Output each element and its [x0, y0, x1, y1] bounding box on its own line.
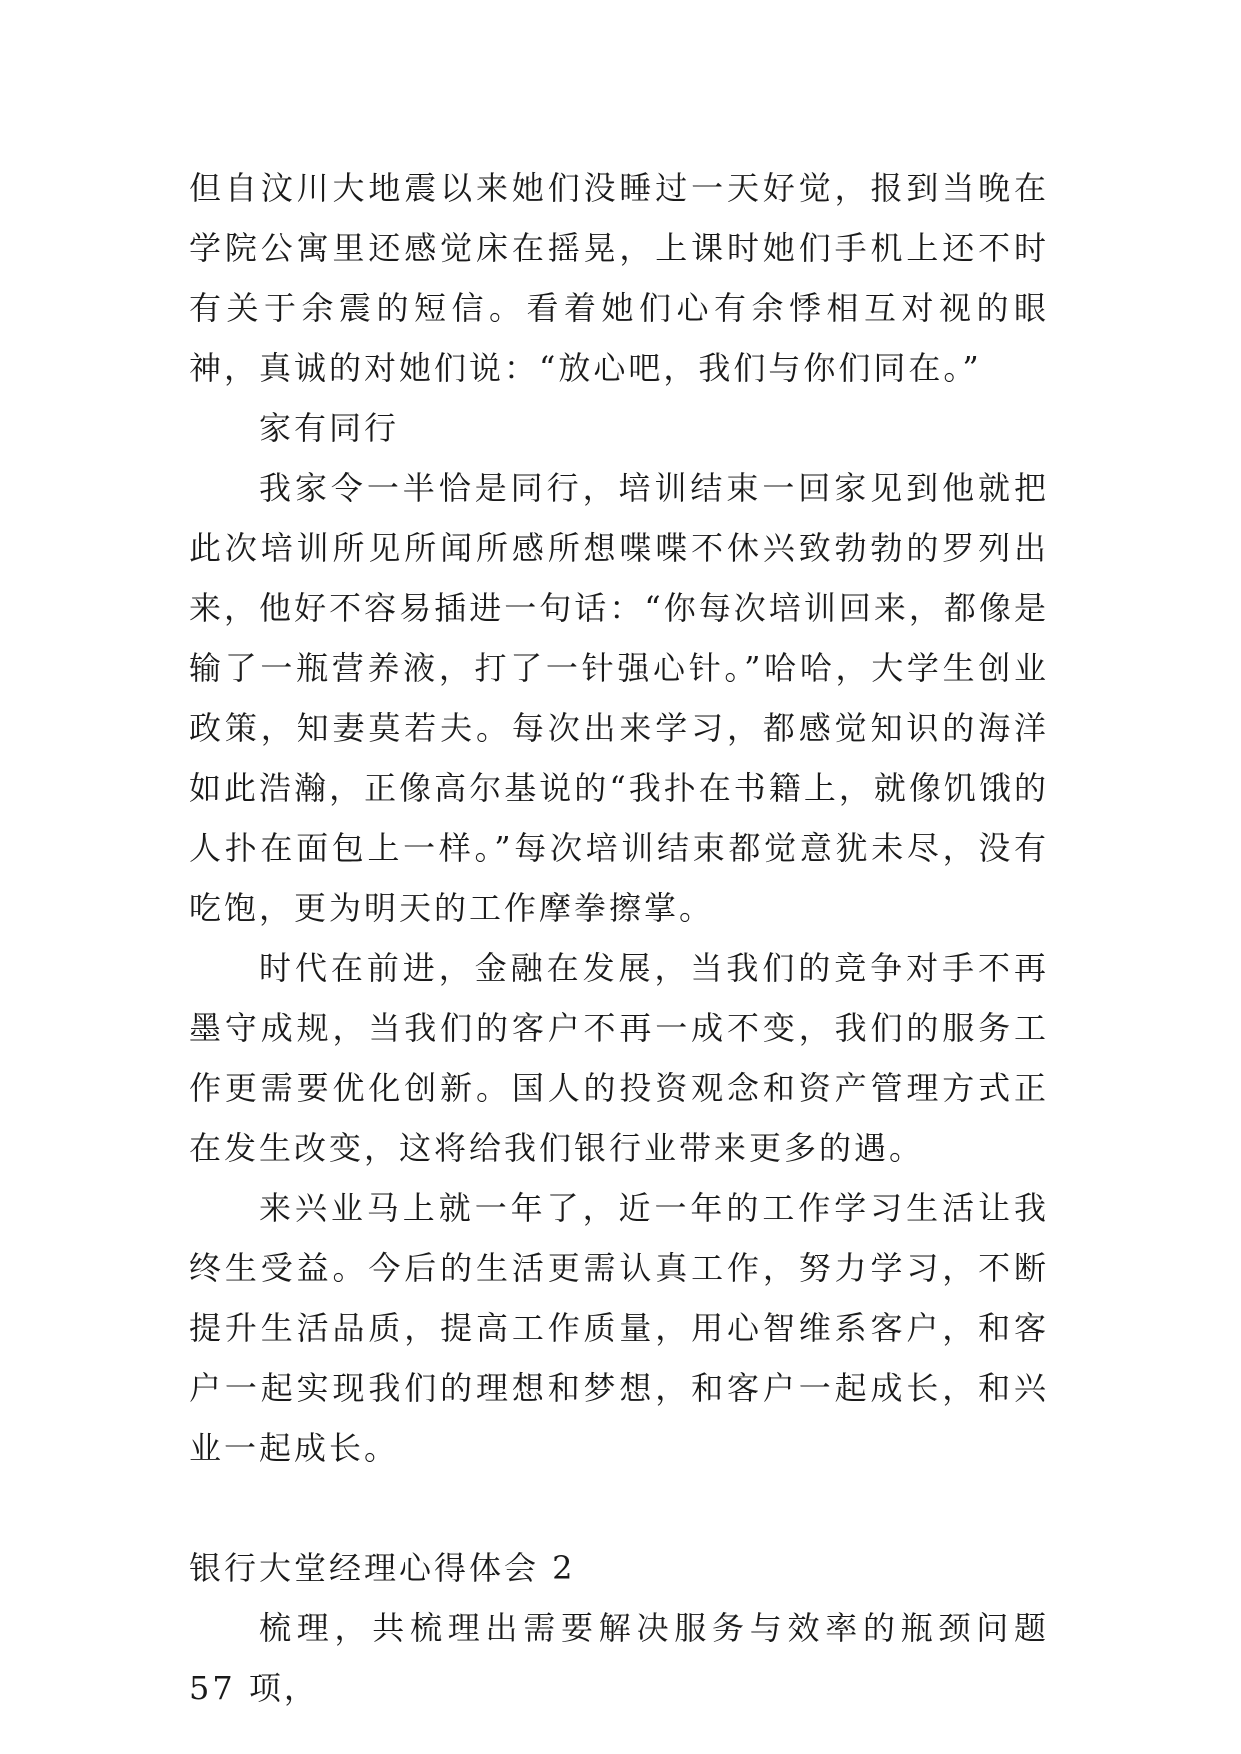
paragraph-era: 时代在前进，金融在发展，当我们的竞争对手不再墨守成规，当我们的客户不再一成不变，我们的服务工作更需要优化创新。国人的投资观念和资产管理方式正在发生改变，这将给我们银行业带来更多的遇。: [189, 949, 1049, 1167]
section-title: 银行大堂经理心得体会 2: [189, 1549, 576, 1587]
paragraph-family: 我家令一半恰是同行，培训结束一回家见到他就把此次培训所见所闻所感所想喋喋不休兴致勃勃的罗列出来，他好不容易插进一句话：“你每次培训回来，都像是输了一瓶营养液，打了一针强心针。”哈哈，大学生创业政策，知妻莫若夫。每次出来学习，都感觉知识的海洋如此浩瀚，正像高尔基说的“我扑在书籍上，就像饥饿的人扑在面包上一样。”每次培训结束都觉意犹未尽，没有吃饱，更为明天的工作摩拳擦掌。: [189, 469, 1049, 927]
paragraph-last: 梳理，共梳理出需要解决服务与效率的瓶颈问题 57 项，: [189, 1609, 1049, 1707]
paragraph-one-year: 来兴业马上就一年了，近一年的工作学习生活让我终生受益。今后的生活更需认真工作，努力学习，不断提升生活品质，提高工作质量，用心智维系客户，和客户一起实现我们的理想和梦想，和客户一起成长，和兴业一起成长。: [189, 1189, 1049, 1467]
document-body: [189, 158, 1049, 1718]
paragraph-intro: 但自汶川大地震以来她们没睡过一天好觉，报到当晚在学院公寓里还感觉床在摇晃，上课时她们手机上还不时有关于余震的短信。看着她们心有余悸相互对视的眼神，真诚的对她们说：“放心吧，我们与你们同在。”: [189, 169, 1049, 387]
subheading-family-colleague: 家有同行: [259, 409, 400, 447]
